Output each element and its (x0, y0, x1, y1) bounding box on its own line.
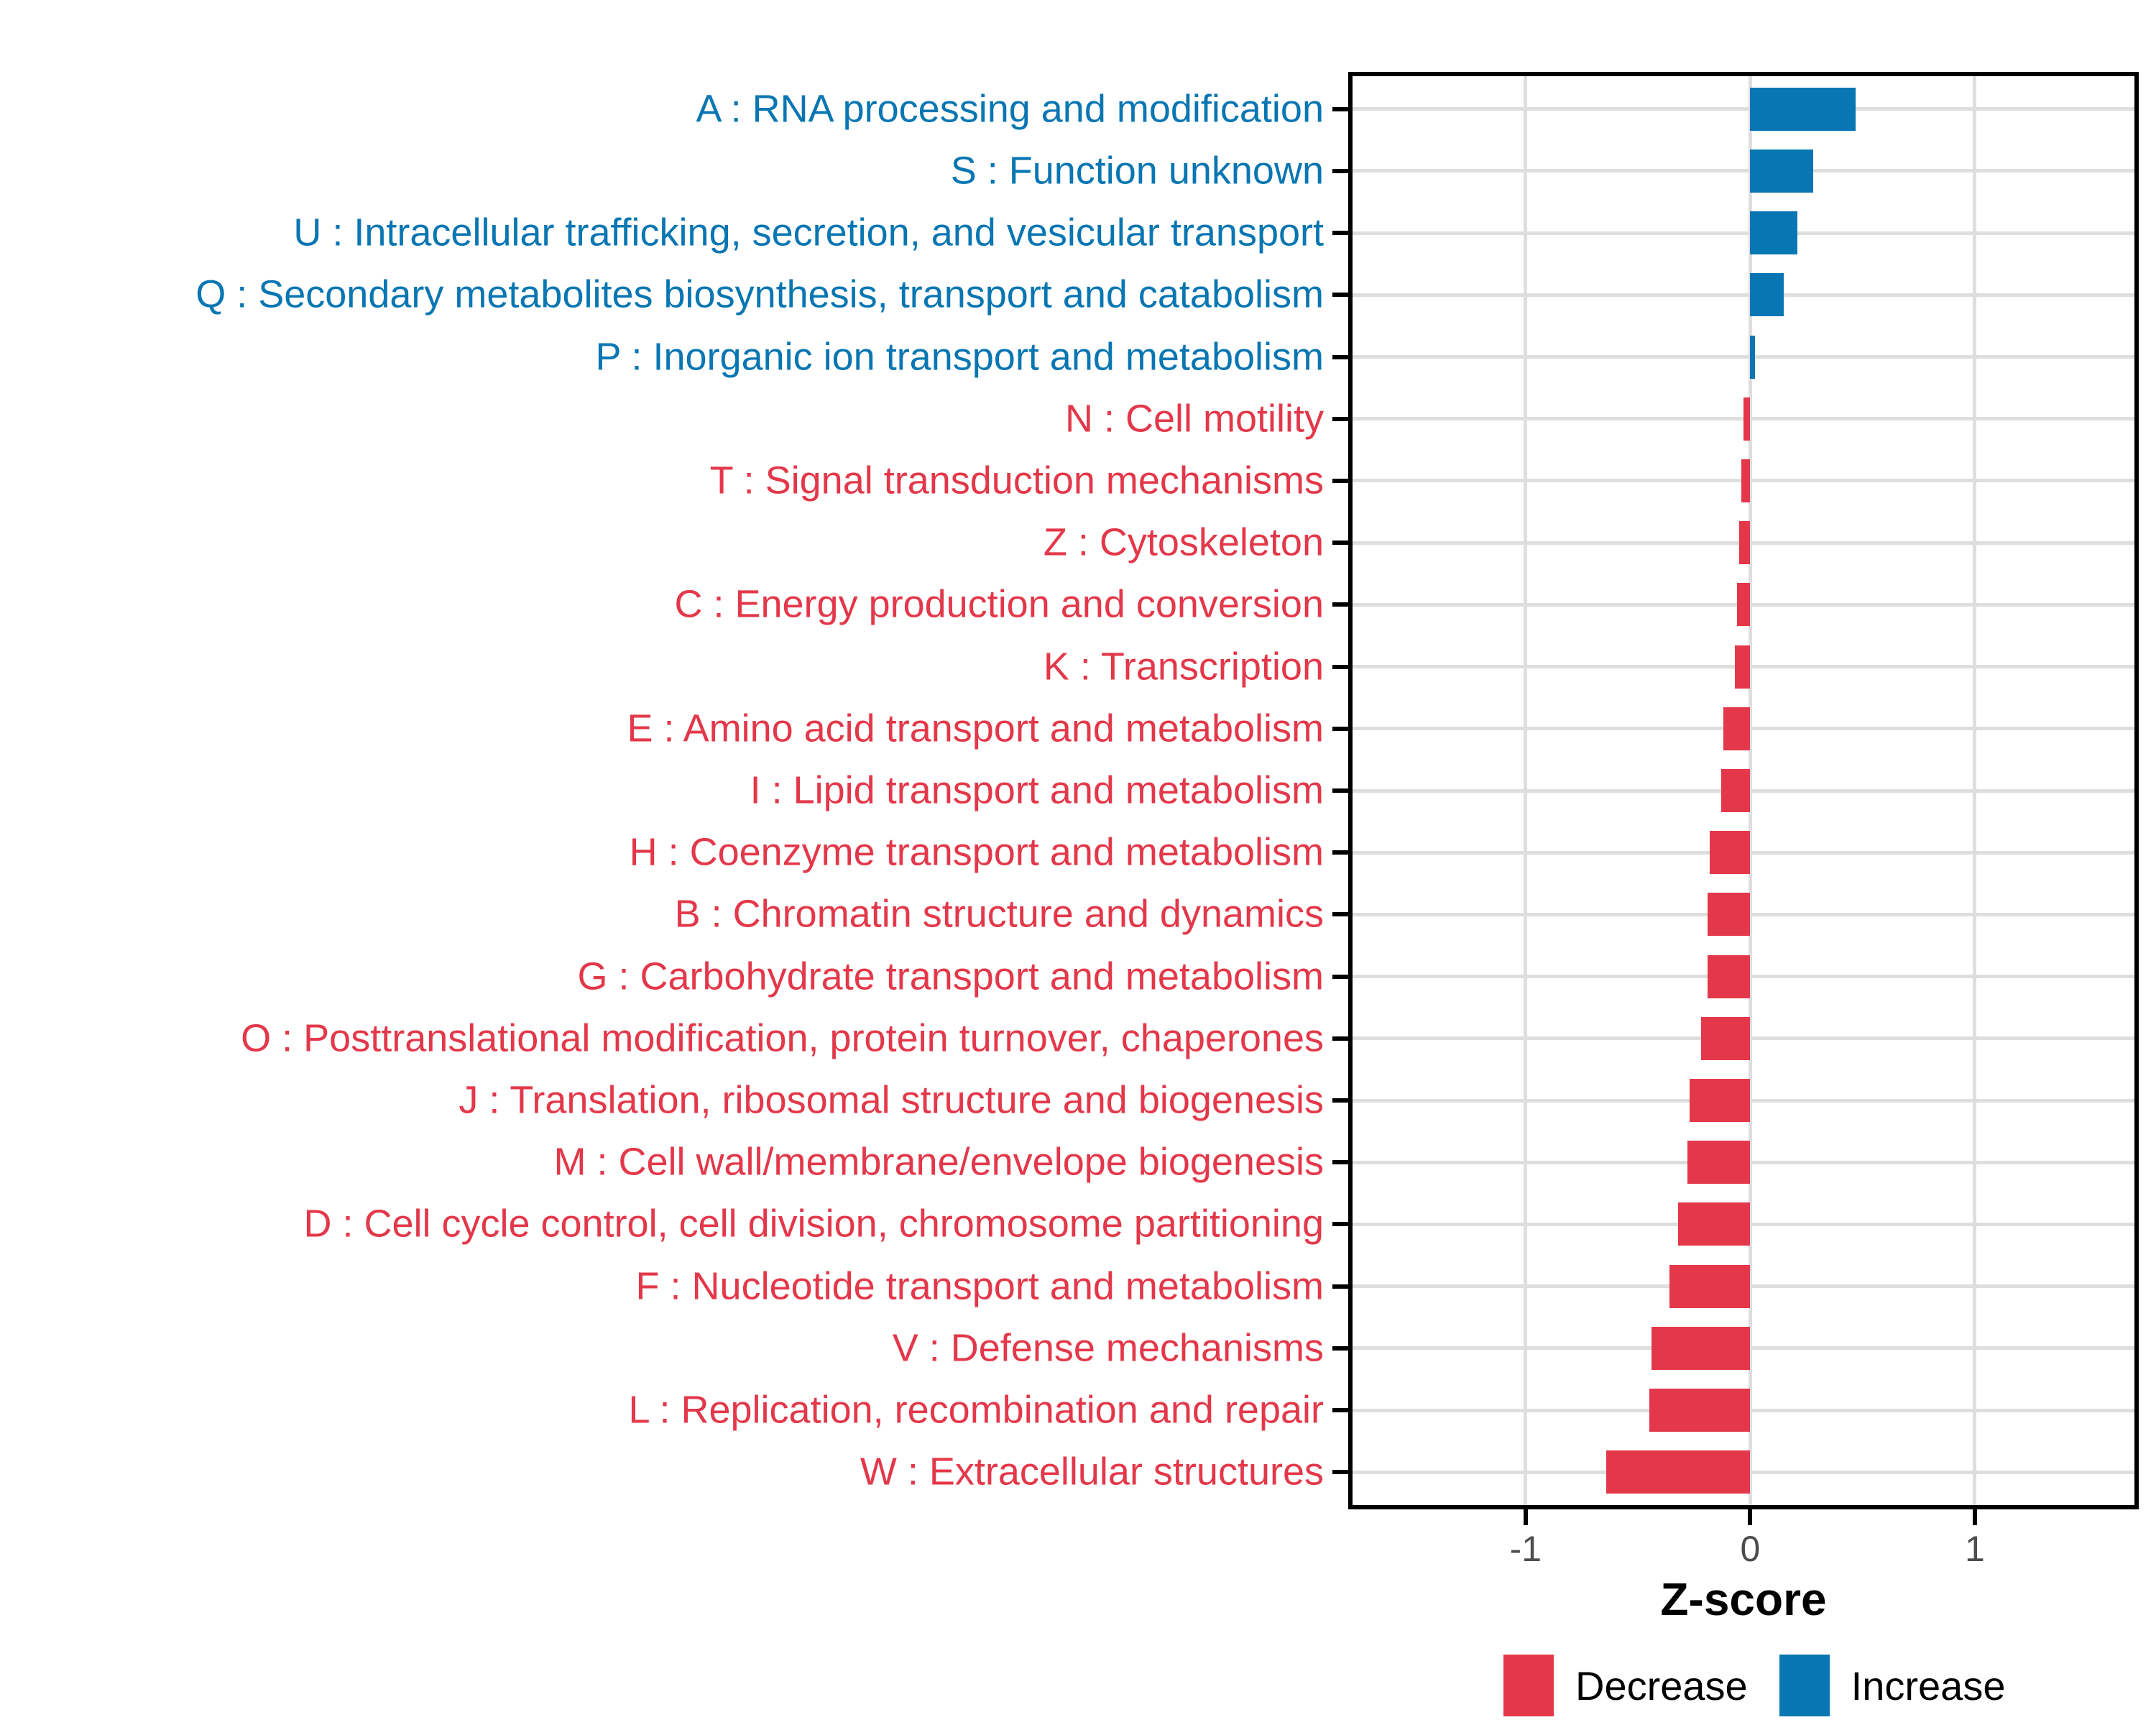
y-axis-tick-A (1332, 107, 1348, 111)
x-axis-tick--1 (1524, 1509, 1528, 1525)
y-axis-tick-Q (1332, 293, 1348, 297)
category-label-T: T : Signal transduction mechanisms (709, 459, 1324, 502)
category-label-E: E : Amino acid transport and metabolism (627, 707, 1324, 750)
category-label-P: P : Inorganic ion transport and metabolism (595, 334, 1324, 378)
y-axis-tick-V (1332, 1346, 1348, 1351)
y-axis-tick-H (1332, 850, 1348, 855)
bar-I (1721, 769, 1751, 812)
bar-E (1723, 707, 1751, 750)
y-axis-tick-M (1332, 1160, 1348, 1164)
x-axis-tick-label-1: 1 (1964, 1529, 1985, 1569)
bar-O (1701, 1017, 1751, 1060)
horizontal-gridline-A (1348, 107, 2139, 111)
y-axis-tick-O (1332, 1036, 1348, 1041)
bar-L (1649, 1389, 1751, 1432)
bar-D (1678, 1202, 1750, 1246)
legend (1503, 1653, 2015, 1718)
x-axis-tick-label--1: -1 (1509, 1529, 1542, 1569)
category-label-G: G : Carbohydrate transport and metabolism (577, 954, 1324, 998)
bar-P (1750, 336, 1754, 379)
horizontal-gridline-U (1348, 231, 2139, 235)
bar-Z (1739, 521, 1751, 564)
category-label-U: U : Intracellular trafficking, secretion, and vesicular transport (293, 211, 1324, 254)
category-label-M: M : Cell wall/membrane/envelope biogenesis (553, 1140, 1324, 1184)
category-label-N: N : Cell motility (1064, 397, 1324, 441)
y-axis-tick-J (1332, 1098, 1348, 1103)
y-axis-tick-P (1332, 355, 1348, 359)
category-label-V: V : Defense mechanisms (892, 1326, 1324, 1370)
y-axis-tick-I (1332, 788, 1348, 793)
y-axis-tick-C (1332, 602, 1348, 607)
horizontal-gridline-P (1348, 355, 2139, 359)
category-label-K: K : Transcription (1043, 644, 1324, 688)
bar-G (1708, 955, 1750, 998)
bar-U (1750, 211, 1797, 254)
bar-A (1750, 88, 1856, 131)
y-axis-tick-K (1332, 665, 1348, 669)
x-axis-title: Z-score (1660, 1573, 1827, 1625)
bar-V (1651, 1327, 1751, 1370)
legend-key-decrease-swatch (1503, 1655, 1554, 1716)
category-label-W: W : Extracellular structures (860, 1450, 1324, 1494)
bar-J (1690, 1079, 1750, 1122)
plot-panel (1348, 72, 2139, 1509)
y-axis-tick-N (1332, 417, 1348, 421)
y-axis-tick-U (1332, 231, 1348, 235)
category-label-Z: Z : Cytoskeleton (1043, 520, 1324, 564)
horizontal-gridline-S (1348, 169, 2139, 172)
legend-label-decrease: Decrease (1575, 1662, 1748, 1708)
bar-B (1708, 893, 1750, 936)
category-label-H: H : Coenzyme transport and metabolism (629, 830, 1324, 874)
legend-label-increase: Increase (1851, 1662, 2006, 1708)
bar-W (1606, 1450, 1750, 1494)
category-label-B: B : Chromatin structure and dynamics (674, 892, 1324, 936)
y-axis-tick-L (1332, 1408, 1348, 1412)
category-label-S: S : Function unknown (950, 149, 1324, 193)
y-axis-tick-B (1332, 912, 1348, 916)
bar-K (1735, 645, 1751, 689)
bar-T (1741, 459, 1751, 502)
x-axis-tick-0 (1748, 1509, 1752, 1525)
y-axis-tick-T (1332, 479, 1348, 483)
category-label-J: J : Translation, ribosomal structure and biogenesis (459, 1078, 1324, 1122)
category-label-Q: Q : Secondary metabolites biosynthesis, transport and catabolism (195, 272, 1324, 316)
bar-N (1743, 397, 1750, 441)
y-axis-tick-Z (1332, 540, 1348, 545)
y-axis-tick-S (1332, 169, 1348, 173)
category-label-O: O : Posttranslational modification, protein turnover, chaperones (241, 1016, 1324, 1060)
category-label-A: A : RNA processing and modification (696, 87, 1324, 131)
y-axis-tick-G (1332, 975, 1348, 979)
bar-H (1710, 831, 1750, 874)
y-axis-tick-E (1332, 727, 1348, 731)
bar-F (1669, 1265, 1751, 1308)
category-label-C: C : Energy production and conversion (674, 582, 1324, 626)
category-label-D: D : Cell cycle control, cell division, chromosome partitioning (303, 1202, 1324, 1246)
bar-C (1737, 583, 1751, 626)
x-axis-tick-1 (1973, 1509, 1977, 1525)
category-label-I: I : Lipid transport and metabolism (750, 768, 1324, 812)
y-axis-tick-F (1332, 1284, 1348, 1289)
category-label-L: L : Replication, recombination and repair (628, 1388, 1324, 1432)
bar-M (1687, 1141, 1751, 1184)
y-axis-tick-W (1332, 1470, 1348, 1474)
bar-S (1750, 150, 1813, 193)
x-axis-tick-label-0: 0 (1740, 1529, 1761, 1569)
legend-key-increase-swatch (1779, 1655, 1830, 1716)
horizontal-gridline-Q (1348, 293, 2139, 297)
y-axis-tick-D (1332, 1222, 1348, 1226)
category-label-F: F : Nucleotide transport and metabolism (635, 1264, 1324, 1307)
bar-Q (1750, 273, 1784, 316)
